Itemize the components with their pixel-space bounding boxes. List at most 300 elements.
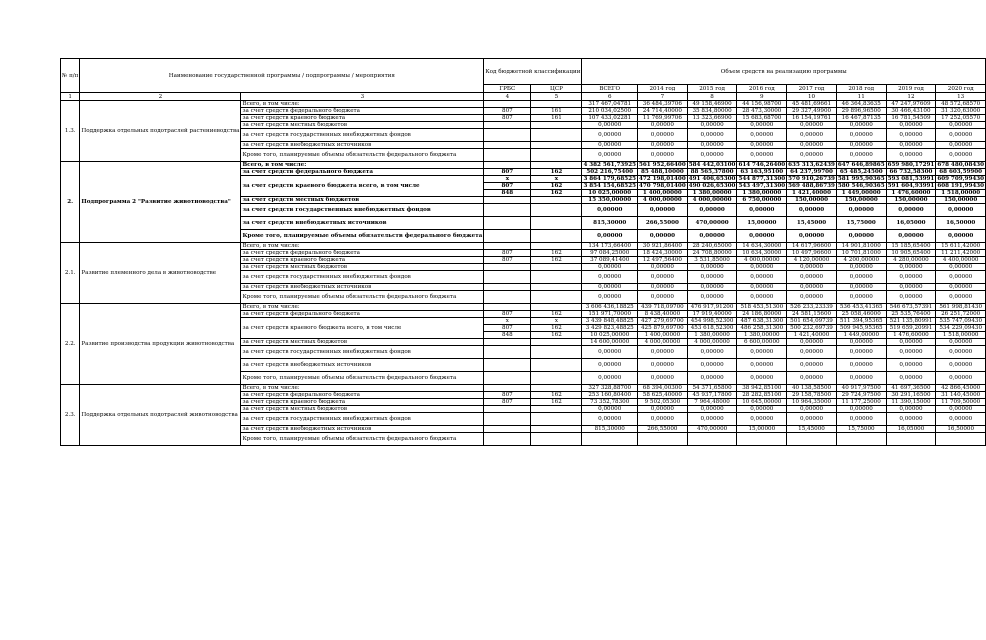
funding-source-label: за счет средств внебюджетных источников [241,217,484,230]
amount-cell: 0,00000 [687,129,737,142]
amount-cell: 12 497,56400 [638,257,688,264]
amount-cell: 17 919,40000 [687,311,737,318]
amount-cell: 0,00000 [836,346,886,359]
csr-code: 162 [531,169,582,176]
grbs-code: 807 [484,169,531,176]
amount-cell: 0,00000 [638,204,688,217]
column-number: 2 [80,93,241,101]
amount-cell: 4 400,00000 [936,257,986,264]
amount-cell: 0,00000 [936,346,986,359]
csr-code [531,197,582,204]
amount-cell: 1 476,60000 [886,190,936,197]
funding-source-label: за счет средств федерального бюджета [241,311,484,318]
amount-cell: 0,00000 [687,264,737,271]
amount-cell: 0,00000 [687,230,737,243]
amount-cell: 0,00000 [836,264,886,271]
amount-cell: 0,00000 [787,413,837,426]
amount-cell: 0,00000 [687,359,737,372]
amount-cell: 58 625,40000 [638,392,688,399]
amount-cell: 0,00000 [787,406,837,413]
amount-cell: 0,00000 [936,122,986,129]
amount-cell: 486 258,31300 [737,325,787,332]
amount-cell: 0,00000 [836,339,886,346]
amount-cell: 536 453,41365 [836,304,886,311]
amount-cell: 68 603,59900 [936,169,986,176]
amount-cell: 30 291,16500 [886,392,936,399]
amount-cell: 0,00000 [582,346,638,359]
amount-cell: 1 380,00000 [737,190,787,197]
csr-code: х [531,318,582,325]
grbs-code [484,426,531,433]
column-number: 4 [484,93,531,101]
amount-cell [886,433,936,446]
amount-cell: 0,00000 [638,291,688,304]
amount-cell: 66 732,58300 [886,169,936,176]
amount-cell: 40 917,97500 [836,385,886,392]
amount-cell: 0,00000 [687,372,737,385]
amount-cell: 491 406,65300 [688,176,736,182]
amount-cell: 0,00000 [787,149,837,162]
amount-cell: 4 000,00000 [687,197,737,204]
amount-cell: 502 216,75400 [582,169,638,176]
amount-cell: 0,00000 [936,359,986,372]
amount-cell [836,433,886,446]
amount-cell: 6 750,00000 [737,197,787,204]
column-number: 13 [936,93,986,101]
amount-cell: 0,00000 [787,271,837,284]
amount-cell: 0,00000 [582,264,638,271]
amount-cell: 18 424,30000 [638,250,688,257]
funding-source-label: Кроме того, планируемые объемы обязательств федерального бюджета [241,230,484,243]
column-number: 3 [241,93,484,101]
section-name: Подпрограмма 2 "Развитие животноводства" [80,162,241,243]
amount-cell: 0,00000 [687,406,737,413]
table-row [61,101,986,108]
amount-cell: 14 617,96600 [787,243,837,250]
amount-cell: 29 158,78500 [787,392,837,399]
csr-code: 162 [531,332,582,339]
amount-cell: 16,50000 [936,426,986,433]
section-name: Развитие племенного дела в животноводстве [80,243,241,304]
amount-cell: 0,00000 [787,230,837,243]
amount-cell: 659 980,17291 [887,162,935,168]
grbs-code [484,406,531,413]
amount-cell: 0,00000 [936,339,986,346]
amount-cell: 49 158,46900 [687,101,737,108]
column-number: 5 [531,93,582,101]
csr-code: 162 [531,399,582,406]
header-grbs: ГРБС [484,85,531,93]
amount-cell: 4 280,00000 [886,257,936,264]
amount-cell: 317 467,04781 [582,101,638,108]
amount-cell: 327 328,88700 [582,385,638,392]
amount-cell: 1 380,00000 [737,332,787,339]
amount-cell: 544 877,31300 [738,176,786,182]
grbs-code [484,413,531,426]
amount-cell: 16,05000 [886,426,936,433]
amount-cell: 1 400,00000 [638,190,688,197]
amount-cell: 470 798,01400 [639,183,686,189]
funding-source-label: за счет средств внебюджетных источников [241,426,484,433]
amount-cell: 11 709,50000 [936,399,986,406]
funding-source-label: за счет средств федерального бюджета [241,169,484,176]
amount-cell: 44 156,98700 [737,101,787,108]
csr-code [531,204,582,217]
amount-cell: 0,00000 [582,291,638,304]
amount-cell: 150,00000 [787,197,837,204]
amount-cell: 0,00000 [836,122,886,129]
amount-cell: 46 364,83635 [836,101,886,108]
amount-cell: 0,00000 [886,204,936,217]
amount-cell: 150,00000 [936,197,986,204]
amount-cell: 518 453,51300 [737,304,787,311]
amount-cell: 0,00000 [787,291,837,304]
table-row [61,162,986,169]
amount-cell: 253 160,80400 [582,392,638,399]
amount-cell: 0,00000 [638,264,688,271]
column-number-row [61,93,986,101]
amount-cell: 609 709,99430 [937,176,985,182]
grbs-code: 848 [484,332,531,339]
grbs-code: 848 [484,190,531,197]
grbs-code: 807 [484,115,531,122]
grbs-code: 807 [484,250,531,257]
header-name: Наименование государственной программы / подпрограммы / мероприятия [80,59,484,93]
funding-source-label: Кроме того, планируемые объемы обязательств федерального бюджета [241,372,484,385]
amount-cell: 10 905,65400 [886,250,936,257]
csr-code [531,433,582,446]
amount-cell: 0,00000 [787,142,837,149]
amount-cell: 10 497,96600 [787,250,837,257]
amount-cell: 0,00000 [582,271,638,284]
header-year: 2019 год [886,85,936,93]
amount-cell: 29 724,97500 [836,392,886,399]
amount-cell: 0,00000 [582,230,638,243]
amount-cell: 107 433,02281 [582,115,638,122]
amount-cell: 454 998,52300 [687,318,737,325]
amount-cell: 15 350,00000 [582,197,638,204]
grbs-code [484,359,531,372]
amount-cell: 0,00000 [737,372,787,385]
header-year: ВСЕГО [582,85,638,93]
amount-cell: 0,00000 [936,271,986,284]
amount-cell: 546 673,57391 [886,304,936,311]
amount-cell: 0,00000 [638,406,688,413]
amount-cell: 1 518,00000 [936,332,986,339]
amount-cell: 24 708,80000 [687,250,737,257]
column-number: 6 [582,93,638,101]
amount-cell: 4 000,00000 [638,197,688,204]
amount-cell: 0,00000 [687,271,737,284]
amount-cell: 0,00000 [836,406,886,413]
amount-cell: 45 481,69661 [787,101,837,108]
column-number: 9 [737,93,787,101]
grbs-code: 807 [484,399,531,406]
section-name: Поддержка отдельных подотраслей растениеводства [80,101,241,162]
column-number: 12 [886,93,936,101]
amount-cell: 15,75000 [836,426,886,433]
amount-cell: 41 697,36500 [886,385,936,392]
amount-cell: 0,00000 [638,142,688,149]
amount-cell: 0,00000 [836,142,886,149]
amount-cell: 15,00000 [737,426,787,433]
amount-cell: 4 120,00000 [787,257,837,264]
grbs-code [484,101,531,108]
amount-cell: 15,75000 [836,217,886,230]
amount-cell: 16 154,19761 [787,115,837,122]
amount-cell: 439 718,09700 [638,304,688,311]
amount-cell: 0,00000 [638,129,688,142]
amount-cell: 526 233,23339 [787,304,837,311]
section-number: 2.3. [61,385,80,446]
funding-source-label: за счет средств государственных внебюджетных фондов [241,346,484,359]
amount-cell: 0,00000 [787,346,837,359]
amount-cell: 647 646,89865 [837,162,885,168]
amount-cell: 0,00000 [737,346,787,359]
amount-cell: 10 964,35000 [787,399,837,406]
grbs-code [484,433,531,446]
amount-cell: 266,55000 [638,426,688,433]
amount-cell: 570 910,26739 [788,176,835,182]
amount-cell: 1 518,00000 [936,190,986,197]
csr-code [531,243,582,250]
grbs-code [484,142,531,149]
amount-cell: 0,00000 [687,122,737,129]
table-row [61,385,986,392]
amount-cell: 0,00000 [936,413,986,426]
grbs-code [484,339,531,346]
csr-code [531,122,582,129]
amount-cell: 0,00000 [886,142,936,149]
funding-source-label: Кроме того, планируемые объемы обязательств федерального бюджета [241,433,484,446]
amount-cell: 0,00000 [737,284,787,291]
amount-cell: 45 937,17800 [687,392,737,399]
amount-cell: 11 390,15000 [886,399,936,406]
grbs-code: 807 [484,257,531,264]
grbs-code [484,291,531,304]
grbs-code [484,149,531,162]
amount-cell: 1 449,00000 [836,190,886,197]
amount-cell: 26 251,72000 [936,311,986,318]
amount-cell: 63 163,95100 [737,169,787,176]
amount-cell: 0,00000 [582,413,638,426]
amount-cell: 0,00000 [886,271,936,284]
amount-cell: 470,00000 [687,217,737,230]
amount-cell: 534 229,09430 [936,325,986,332]
funding-source-label: за счет средств государственных внебюджетных фондов [241,271,484,284]
grbs-code [484,129,531,142]
csr-code: 162 [531,257,582,264]
amount-cell: 3 531,85000 [687,257,737,264]
amount-cell: 511 394,95365 [836,318,886,325]
amount-cell: 14 634,30000 [737,243,787,250]
funding-source-label: за счет средств федерального бюджета [241,392,484,399]
amount-cell: 10 634,30000 [737,250,787,257]
grbs-code: 807 [484,325,531,332]
amount-cell: 11 769,99706 [638,115,688,122]
amount-cell: 28 473,30000 [737,108,787,115]
grbs-code: 807 [484,392,531,399]
csr-code [531,346,582,359]
amount-cell: 24 581,15600 [787,311,837,318]
funding-source-label: Всего, в том числе: [241,101,484,108]
amount-cell: 535 747,09430 [936,318,986,325]
amount-cell: 24 714,40000 [638,108,688,115]
grbs-code [484,284,531,291]
amount-cell: 3 864 179,68525 [583,176,636,182]
amount-cell: 0,00000 [737,204,787,217]
amount-cell: 0,00000 [936,142,986,149]
amount-cell: 0,00000 [886,149,936,162]
csr-code [531,406,582,413]
amount-cell: 4 382 561,73925 [583,162,636,168]
amount-cell: 0,00000 [886,291,936,304]
amount-cell: 0,00000 [582,142,638,149]
amount-cell [737,433,787,446]
amount-cell: 4 000,00000 [638,339,688,346]
grbs-code [484,271,531,284]
csr-code [531,162,582,169]
csr-code: 162 [531,392,582,399]
section-number: 1.3. [61,101,80,162]
amount-cell: 487 638,31300 [737,318,787,325]
amount-cell: 16 781,54509 [886,115,936,122]
amount-cell: 453 618,52300 [687,325,737,332]
csr-code [531,426,582,433]
grbs-code: х [484,318,531,325]
amount-cell: 30 466,43100 [886,108,936,115]
csr-code [531,284,582,291]
grbs-code [484,346,531,359]
amount-cell: 0,00000 [886,264,936,271]
amount-cell: 8 438,40000 [638,311,688,318]
amount-cell: 88 565,37800 [687,169,737,176]
amount-cell: 11 211,42000 [936,250,986,257]
amount-cell: 0,00000 [886,406,936,413]
amount-cell: 0,00000 [886,284,936,291]
amount-cell: 0,00000 [582,359,638,372]
amount-cell: 0,00000 [836,284,886,291]
amount-cell: 0,00000 [886,372,936,385]
column-number: 1 [61,93,80,101]
header-code: Код бюджетной классификации [484,59,582,85]
amount-cell: 0,00000 [787,359,837,372]
amount-cell: 0,00000 [737,122,787,129]
amount-cell: 0,00000 [582,122,638,129]
grbs-code: 807 [484,183,531,190]
amount-cell: 31 320,63000 [936,108,986,115]
amount-cell: 0,00000 [737,264,787,271]
amount-cell: 24 186,80000 [737,311,787,318]
amount-cell: 0,00000 [936,406,986,413]
section-number: 2.1. [61,243,80,304]
amount-cell: 0,00000 [936,129,986,142]
csr-code [531,385,582,392]
table-row [61,243,986,250]
amount-cell: 3 606 436,18825 [582,304,638,311]
amount-cell: 0,00000 [638,230,688,243]
amount-cell: 15 185,65400 [886,243,936,250]
amount-cell: 0,00000 [787,339,837,346]
amount-cell: 815,30000 [582,217,638,230]
amount-cell: 35 834,80000 [687,108,737,115]
header-row-1 [61,59,986,85]
amount-cell: 815,30000 [582,426,638,433]
amount-cell: 569 488,86739 [788,183,835,189]
amount-cell: 14 600,00000 [582,339,638,346]
amount-cell: 0,00000 [836,372,886,385]
funding-source-label: за счет средств местных бюджетов [241,264,484,271]
amount-cell: 0,00000 [936,204,986,217]
funding-source-label: Всего, в том числе: [241,385,484,392]
amount-cell: 581 995,90365 [837,176,885,182]
amount-cell: 29 327,49900 [787,108,837,115]
amount-cell: 0,00000 [886,346,936,359]
funding-source-label: Всего, в том числе: [241,162,484,169]
amount-cell: 4 200,00000 [836,257,886,264]
amount-cell: 0,00000 [836,129,886,142]
amount-cell: 0,00000 [638,122,688,129]
amount-cell: 10 025,00000 [582,332,638,339]
amount-cell: 0,00000 [836,149,886,162]
amount-cell: 6 600,00000 [737,339,787,346]
amount-cell: 470,00000 [687,426,737,433]
csr-code: 161 [531,108,582,115]
amount-cell: 0,00000 [687,346,737,359]
header-volume: Объем средств на реализацию программы [582,59,986,85]
amount-cell: 3 429 823,48825 [582,325,638,332]
amount-cell: 0,00000 [787,264,837,271]
amount-cell: 0,00000 [886,339,936,346]
funding-source-label: за счет средств краевого бюджета всего, в том числе [241,176,484,197]
amount-cell: 25 535,76400 [886,311,936,318]
grbs-code [484,230,531,243]
amount-cell: 0,00000 [886,230,936,243]
amount-cell: 0,00000 [737,142,787,149]
amount-cell: 0,00000 [886,122,936,129]
amount-cell: 0,00000 [787,129,837,142]
csr-code [531,304,582,311]
amount-cell: 4 000,00000 [687,339,737,346]
amount-cell: 7 964,48000 [687,399,737,406]
amount-cell: 0,00000 [737,271,787,284]
amount-cell: 0,00000 [936,264,986,271]
amount-cell: 0,00000 [886,413,936,426]
grbs-code [484,243,531,250]
amount-cell: 11 177,25000 [836,399,886,406]
funding-source-label: за счет средств местных бюджетов [241,406,484,413]
amount-cell: 0,00000 [687,149,737,162]
csr-code [531,372,582,385]
csr-code [531,271,582,284]
csr-code [531,101,582,108]
funding-source-label: за счет средств федерального бюджета [241,250,484,257]
amount-cell: 17 252,05570 [936,115,986,122]
amount-cell: 0,00000 [638,359,688,372]
amount-cell: 635 313,62439 [788,162,835,168]
amount-cell: 73 352,78300 [582,399,638,406]
amount-cell: 31 140,45000 [936,392,986,399]
amount-cell: 25 058,46000 [836,311,886,318]
amount-cell: 584 442,03100 [688,162,736,168]
amount-cell: 0,00000 [836,359,886,372]
amount-cell: 561 952,66400 [639,162,686,168]
amount-cell: 500 232,69739 [787,325,837,332]
amount-cell: 15,45000 [787,217,837,230]
amount-cell: 0,00000 [737,129,787,142]
amount-cell: 266,55000 [638,217,688,230]
amount-cell: 0,00000 [886,359,936,372]
